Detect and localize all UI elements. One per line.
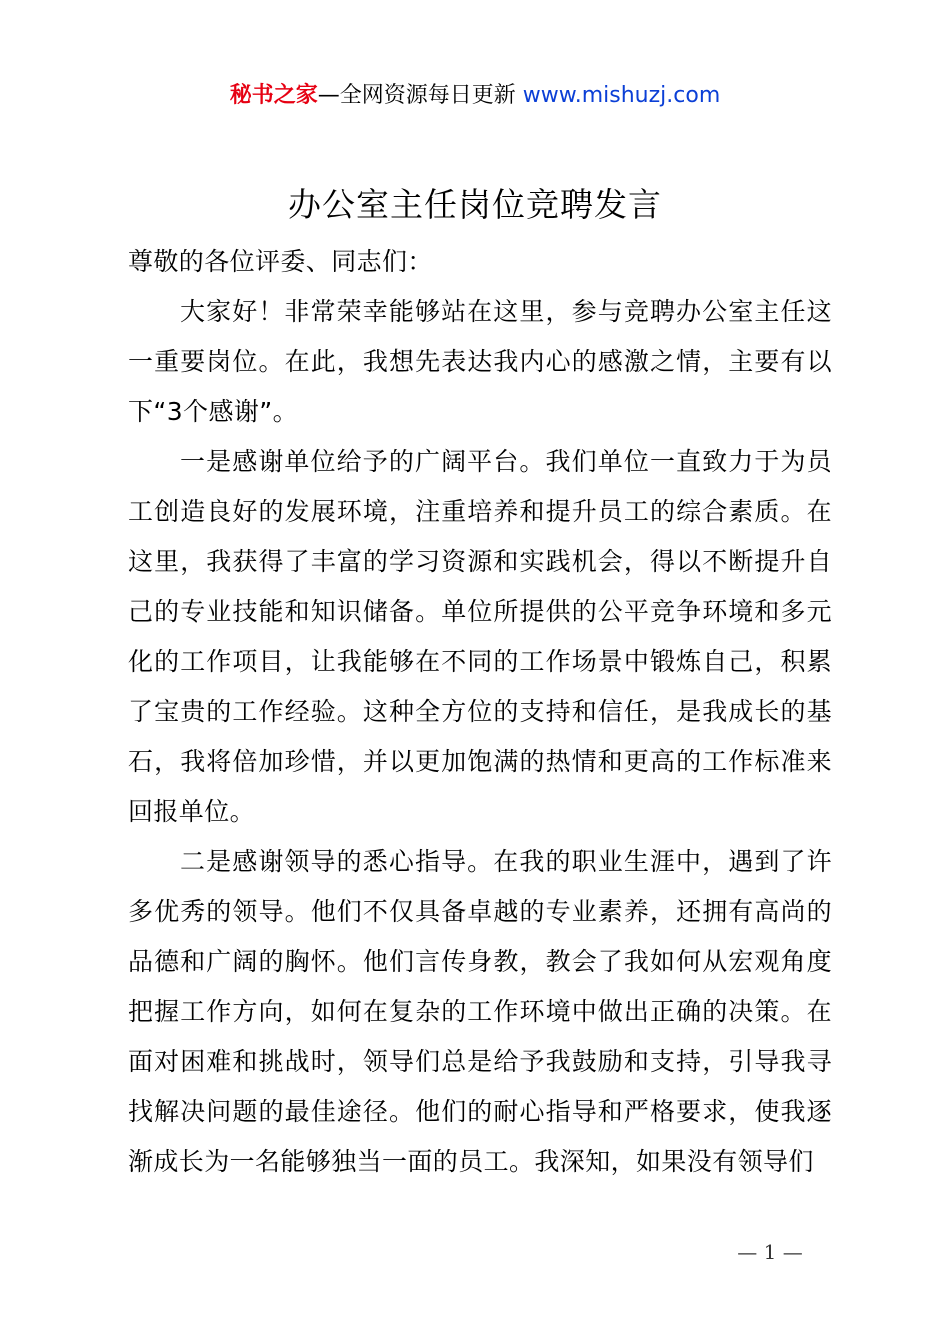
page-number: — 1 — (737, 1240, 803, 1264)
paragraph-thanks-unit: 一是感谢单位给予的广阔平台。我们单位一直致力于为员工创造良好的发展环境，注重培养和提升员工的综合素质。在这里，我获得了丰富的学习资源和实践机会，得以不断提升自己的专业技能和知识储备。单位所提供的公平竞争环境和多元化的工作项目，让我能够在不同的工作场景中锻炼自己，积累了宝贵的工作经验。这种全方位的支持和信任，是我成长的基石，我将倍加珍惜，并以更加饱满的热情和更高的工作标准来回报单位。 (128, 447, 832, 826)
site-tagline: —全网资源每日更新 (317, 83, 516, 108)
paragraph-greeting: 大家好！非常荣幸能够站在这里，参与竞聘办公室主任这一重要岗位。在此，我想先表达我内心的感激之情，主要有以下“3个感谢”。 (128, 297, 832, 426)
document-title: 办公室主任岗位竞聘发言 (288, 185, 662, 224)
site-url-link[interactable]: www.mishuzj.com (522, 83, 721, 108)
document-body (128, 237, 832, 1187)
site-header (0, 80, 950, 112)
salutation: 尊敬的各位评委、同志们： (128, 247, 433, 276)
site-brand: 秘书之家 (229, 83, 318, 108)
paragraph-thanks-leaders: 二是感谢领导的悉心指导。在我的职业生涯中，遇到了许多优秀的领导。他们不仅具备卓越的专业素养，还拥有高尚的品德和广阔的胸怀。他们言传身教，教会了我如何从宏观角度把握工作方向，如何在复杂的工作环境中做出正确的决策。在面对困难和挑战时，领导们总是给予我鼓励和支持，引导我寻找解决问题的最佳途径。他们的耐心指导和严格要求，使我逐渐成长为一名能够独当一面的员工。我深知，如果没有领导们 (128, 847, 832, 1176)
